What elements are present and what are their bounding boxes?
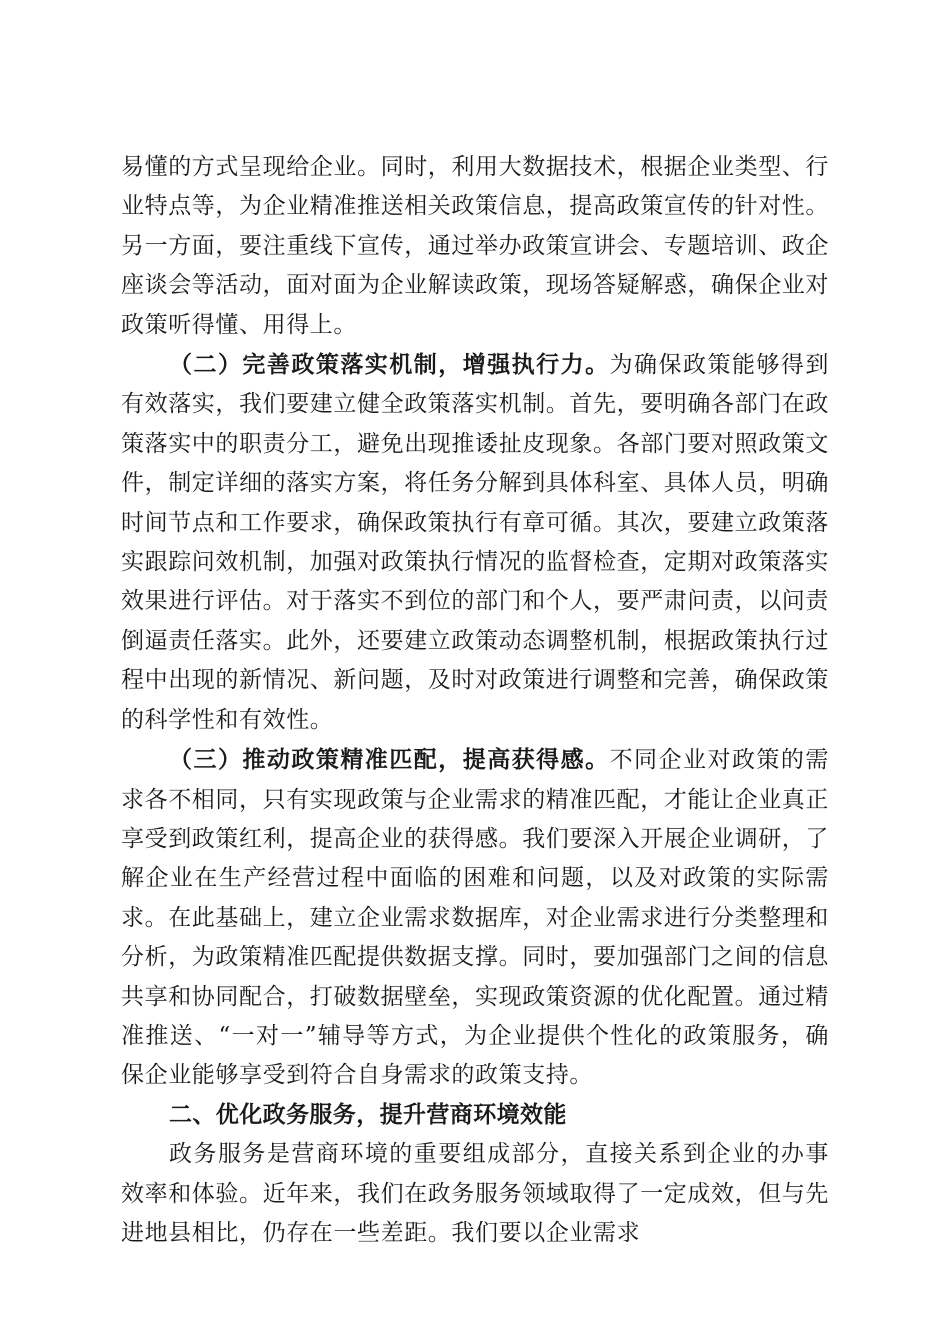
paragraph-policy-matching <box>121 740 829 1096</box>
paragraph-text: 为确保政策能够得到有效落实，我们要建立健全政策落实机制。首先，要明确各部门在政策落实中的职责分工，避免出现推诿扯皮现象。各部门要对照政策文件，制定详细的落实方案，将任务分解到具体科室、具体人员，明确时间节点和工作要求，确保政策执行有章可循。其次，要建立政策落实跟踪问效机制，加强对政策执行情况的监督检查，定期对政策落实效果进行评估。对于落实不到位的部门和个人，要严肃问责，以问责倒逼责任落实。此外，还要建立政策动态调整机制，根据政策执行过程中出现的新情况、新问题，及时对政策进行调整和完善，确保政策的科学性和有效性。 <box>121 352 829 733</box>
paragraph-text: 不同企业对政策的需求各不相同，只有实现政策与企业需求的精准匹配，才能让企业真正享受到政策红利，提高企业的获得感。我们要深入开展企业调研，了解企业在生产经营过程中面临的困难和问题，以及对政策的实际需求。在此基础上，建立企业需求数据库，对企业需求进行分类整理和分析，为政策精准匹配提供数据支撑。同时，要加强部门之间的信息共享和协同配合，打破数据壁垒，实现政策资源的优化配置。通过精准推送、“一对一”辅导等方式，为企业提供个性化的政策服务，确保企业能够享受到符合自身需求的政策支持。 <box>121 747 829 1089</box>
subsection-lead: （三）推动政策精准匹配，提高获得感。 <box>169 746 610 774</box>
subsection-lead: （二）完善政策落实机制，增强执行力。 <box>169 351 610 379</box>
paragraph-text: 易懂的方式呈现给企业。同时，利用大数据技术，根据企业类型、行业特点等，为企业精准推送相关政策信息，提高政策宣传的针对性。另一方面，要注重线下宣传，通过举办政策宣讲会、专题培训、政企座谈会等活动，面对面为企业解读政策，现场答疑解惑，确保企业对政策听得懂、用得上。 <box>121 154 829 338</box>
document-body <box>121 148 829 1253</box>
paragraph-government-services <box>121 1135 829 1253</box>
paragraph-text: 政务服务是营商环境的重要组成部分，直接关系到企业的办事效率和体验。近年来，我们在政务服务领域取得了一定成效，但与先进地县相比，仍存在一些差距。我们要以企业需求 <box>121 1141 829 1246</box>
section-heading: 二、优化政务服务，提升营商环境效能 <box>169 1101 567 1128</box>
paragraph-policy-implementation <box>121 345 829 740</box>
paragraph-policy-publicity-continued <box>121 148 829 345</box>
